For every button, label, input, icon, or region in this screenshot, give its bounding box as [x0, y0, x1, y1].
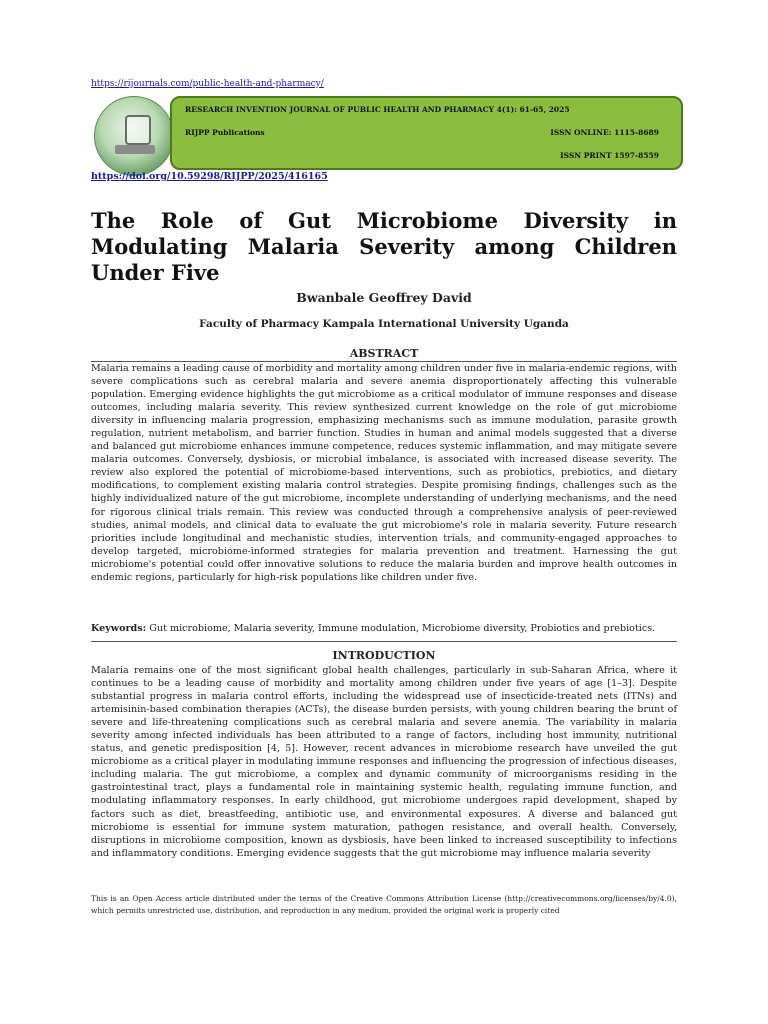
- publisher-name: RIJPP Publications: [185, 128, 265, 137]
- introduction-heading: INTRODUCTION: [332, 649, 436, 662]
- journal-header-box: [170, 96, 683, 170]
- doi-link[interactable]: https://doi.org/10.59298/RIJPP/2025/416165: [91, 171, 328, 182]
- journal-citation: RESEARCH INVENTION JOURNAL OF PUBLIC HEALTH AND PHARMACY 4(1): 61-65, 2025: [185, 105, 570, 114]
- keywords-label: Keywords:: [91, 623, 147, 634]
- license-notice: This is an Open Access article distributed under the terms of the Creative Commons Attribution License (http://creativecommons.org/licenses/by/4.0), which permits unrestricted use, distribution, and reproduction in any medium, provided the original work is properly cited: [91, 894, 677, 915]
- issn-online: ISSN ONLINE: 1115-8689: [550, 128, 659, 137]
- microscope-lens-shape: [125, 115, 151, 145]
- author-affiliation: Faculty of Pharmacy Kampala International University Uganda: [199, 318, 569, 330]
- article-title: The Role of Gut Microbiome Diversity in Modulating Malaria Severity among Children Under Five: [91, 208, 677, 285]
- keywords-list: Gut microbiome, Malaria severity, Immune modulation, Microbiome diversity, Probiotics and prebiotics.: [149, 623, 656, 634]
- abstract-heading: ABSTRACT: [349, 347, 419, 360]
- introduction-text: Malaria remains one of the most significant global health challenges, particularly in sub-Saharan Africa, where it continues to be a leading cause of morbidity and mortality among children under five years of age [1–3]. Despite substantial progress in malaria control efforts, including the widespread use of insecticide-treated nets (ITNs) and artemisinin-based combination therapies (ACTs), the disease burden persists, with young children bearing the brunt of severe and life-threatening complications such as cerebral malaria and severe anemia. The variability in malaria severity among infected individuals has been attributed to a range of factors, including host immunity, nutritional status, and genetic predisposition [4, 5]. However, recent advances in microbiome research have unveiled the gut microbiome as a critical player in modulating immune responses and influencing the progression of infectious diseases, including malaria. The gut microbiome, a complex and dynamic community of microorganisms residing in the gastrointestinal tract, plays a fundamental role in maintaining systemic health, regulating immune function, and modulating inflammatory responses. In early childhood, gut microbiome undergoes rapid development, shaped by factors such as diet, breastfeeding, antibiotic use, and environmental exposures. A diverse and balanced gut microbiome is essential for immune system maturation, pathogen resistance, and overall health. Conversely, disruptions in microbiome composition, known as dysbiosis, have been linked to increased susceptibility to infections and inflammatory conditions. Emerging evidence suggests that the gut microbiome may influence malaria severity: [91, 665, 677, 859]
- abstract-text: Malaria remains a leading cause of morbidity and mortality among children under five in malaria-endemic regions, with severe complications such as cerebral malaria and severe anemia disproportionately affecting this vulnerable population. Emerging evidence highlights the gut microbiome as a critical modulator of immune responses and disease outcomes, including malaria severity. This review synthesized current knowledge on the role of gut microbiome diversity in influencing malaria progression, emphasizing mechanisms such as immune modulation, parasite growth regulation, nutrient metabolism, and barrier function. Studies in human and animal models suggested that a diverse and balanced gut microbiome enhances immune competence, reduces systemic inflammation, and may mitigate severe malaria outcomes. Conversely, dysbiosis, or microbial imbalance, is associated with increased disease severity. The review also explored the potential of microbiome-based interventions, such as probiotics, prebiotics, and dietary modifications, to complement existing malaria control strategies. Despite promising findings, challenges such as the highly individualized nature of the gut microbiome, incomplete understanding of underlying mechanisms, and the need for rigorous clinical trials remain. This review was conducted through a comprehensive analysis of peer-reviewed studies, animal models, and clinical data to evaluate the gut microbiome's role in malaria severity. Future research priorities include longitudinal and mechanistic studies, intervention trials, and community-engaged approaches to develop targeted, microbiome-informed strategies for malaria prevention and treatment. Harnessing the gut microbiome's potential could offer innovative solutions to reduce the malaria burden and improve health outcomes in endemic regions, particularly for high-risk populations like children under five.: [91, 363, 677, 583]
- microscope-logo-icon: [94, 96, 174, 176]
- author-name: Bwanbale Geoffrey David: [296, 290, 472, 305]
- journal-url-link[interactable]: https://rijournals.com/public-health-and-pharmacy/: [91, 79, 324, 89]
- abstract-bottom-divider: [91, 641, 677, 642]
- issn-print: ISSN PRINT 1597-8559: [560, 151, 659, 160]
- microscope-base-shape: [115, 145, 155, 154]
- keywords-line: [91, 622, 677, 635]
